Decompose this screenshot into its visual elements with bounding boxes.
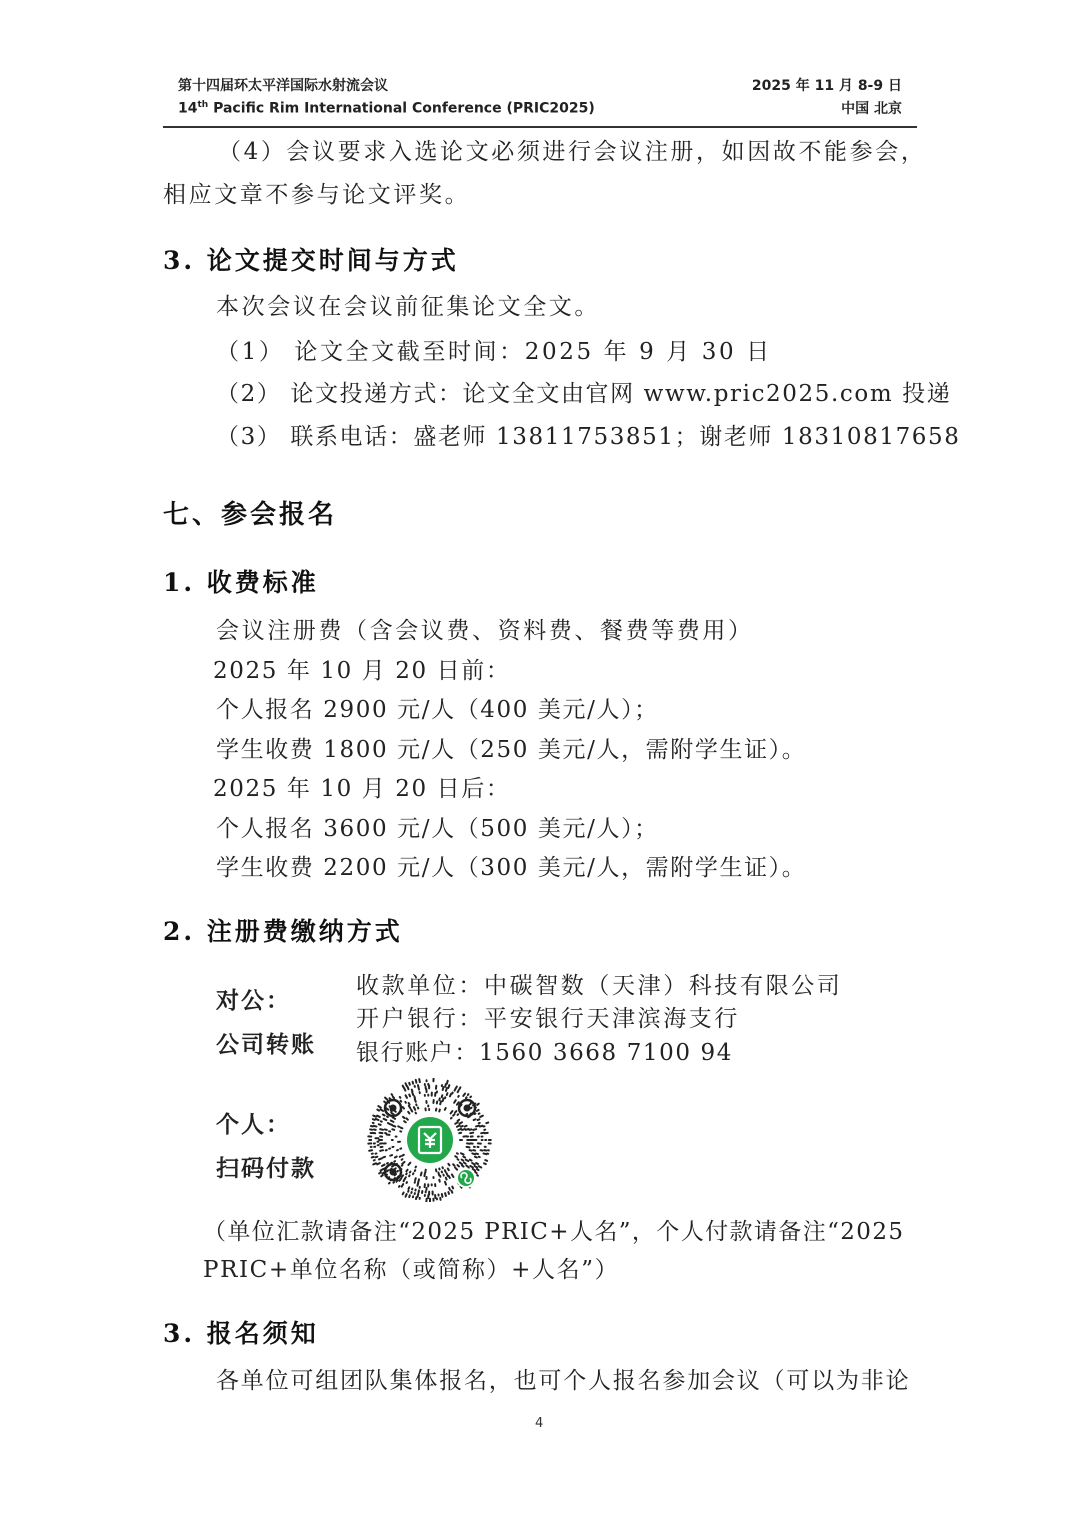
header-conference-en-num: 14 bbox=[178, 100, 198, 117]
header-location: 中国 北京 bbox=[841, 101, 902, 117]
fees-line: 学生收费 1800 元/人（250 美元/人，需附学生证）。 bbox=[216, 737, 807, 763]
notice-line-1: 各单位可组团队集体报名，也可个人报名参加会议（可以为非论 bbox=[216, 1368, 911, 1394]
header-conference-en-rest: Pacific Rim International Conference (PRIC2025) bbox=[208, 100, 595, 117]
fees-line: 2025 年 10 月 20 日前： bbox=[213, 658, 511, 684]
section-7-heading: 七、参会报名 bbox=[163, 500, 338, 530]
fees-line: 会议注册费（含会议费、资料费、餐费等费用） bbox=[216, 618, 754, 644]
account-line: 银行账户：1560 3668 7100 94 bbox=[356, 1040, 733, 1066]
submission-item: （1） 论文全文截至时间：2025 年 9 月 30 日 bbox=[216, 339, 772, 365]
bank-line: 开户银行：平安银行天津滨海支行 bbox=[356, 1006, 740, 1032]
fees-line: 2025 年 10 月 20 日后： bbox=[213, 776, 511, 802]
submission-intro: 本次会议在会议前征集论文全文。 bbox=[216, 294, 600, 320]
fees-line: 学生收费 2200 元/人（300 美元/人，需附学生证）。 bbox=[216, 855, 807, 881]
header-divider bbox=[163, 126, 917, 128]
fees-line: 个人报名 3600 元/人（500 美元/人）； bbox=[216, 816, 659, 842]
payment-heading: 2. 注册费缴纳方式 bbox=[163, 917, 403, 946]
fees-heading: 1. 收费标准 bbox=[163, 568, 319, 597]
header-conference-cn: 第十四届环太平洋国际水射流会议 bbox=[178, 78, 388, 94]
payee-line: 收款单位：中碳智数（天津）科技有限公司 bbox=[356, 973, 843, 999]
submission-item: （3） 联系电话：盛老师 13811753851；谢老师 18310817658 bbox=[216, 424, 961, 450]
header-conference-en bbox=[178, 100, 595, 117]
payment-qr-code[interactable] bbox=[365, 1078, 495, 1202]
submission-item: （2） 论文投递方式：论文全文由官网 www.pric2025.com 投递 bbox=[216, 381, 952, 407]
payment-note-line-2: PRIC+单位名称（或简称）+人名”） bbox=[203, 1257, 620, 1283]
notice-heading: 3. 报名须知 bbox=[163, 1319, 319, 1348]
fees-line: 个人报名 2900 元/人（400 美元/人）； bbox=[216, 697, 659, 723]
intro-line-2: 相应文章不参与论文评奖。 bbox=[163, 182, 471, 208]
corporate-transfer-label: 公司转账 bbox=[216, 1031, 316, 1058]
payment-note-line-1: （单位汇款请备注“2025 PRIC+人名”，个人付款请备注“2025 bbox=[203, 1219, 905, 1245]
personal-label: 个人： bbox=[216, 1111, 291, 1138]
submission-heading: 3. 论文提交时间与方式 bbox=[163, 246, 459, 275]
page-number: 4 bbox=[535, 1416, 544, 1431]
scan-to-pay-label: 扫码付款 bbox=[216, 1155, 316, 1182]
intro-line-1: （4）会议要求入选论文必须进行会议注册，如因故不能参会， bbox=[218, 139, 927, 165]
corporate-label: 对公： bbox=[216, 987, 291, 1014]
header-conference-en-sup: th bbox=[197, 100, 209, 110]
header-date: 2025 年 11 月 8-9 日 bbox=[751, 78, 902, 94]
